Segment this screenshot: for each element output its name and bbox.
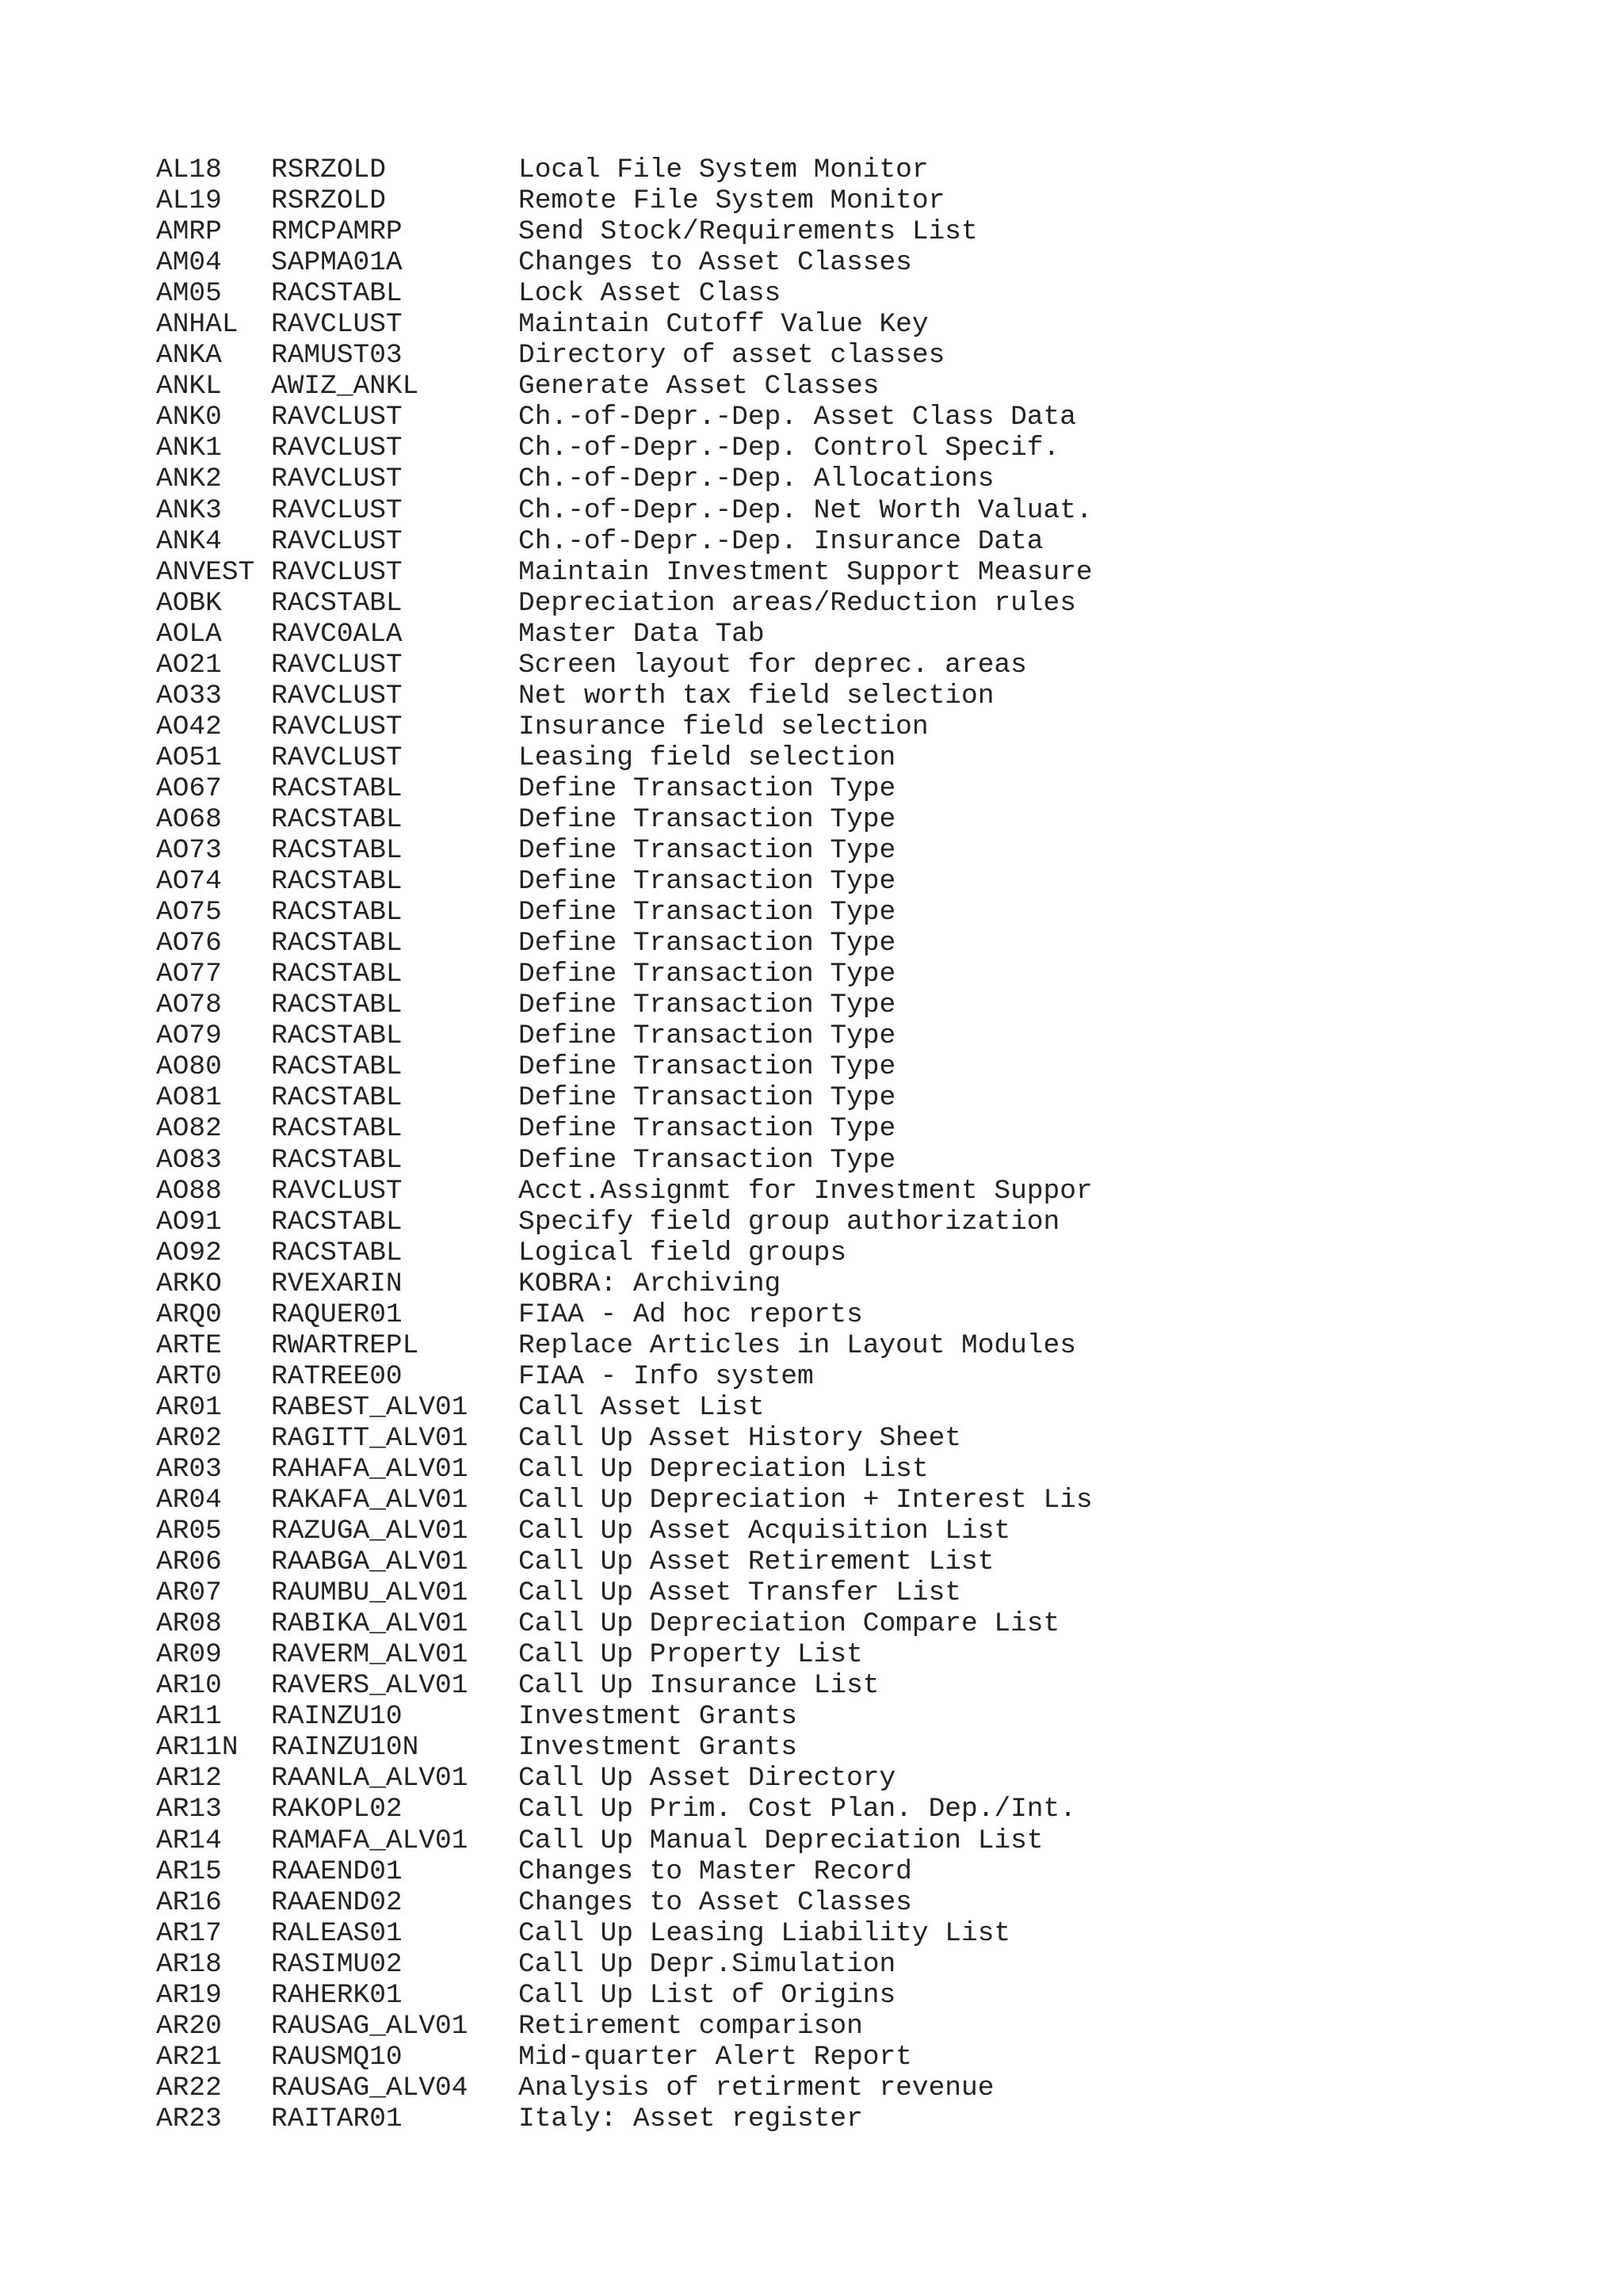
transaction-description: Acct.Assignmt for Investment Suppor: [518, 1175, 1093, 1207]
program-name: RAUSMQ10: [271, 2041, 403, 2073]
program-name: RAVCLUST: [271, 556, 403, 588]
transaction-code: AR13: [156, 1794, 222, 1825]
transaction-description: Logical field groups: [518, 1237, 847, 1268]
transaction-code: ARQ0: [156, 1299, 222, 1330]
transaction-code: ANHAL: [156, 309, 239, 341]
transaction-description: Depreciation areas/Reduction rules: [518, 587, 1076, 619]
transaction-description: Net worth tax field selection: [518, 680, 995, 711]
transaction-description: Call Up Prim. Cost Plan. Dep./Int.: [518, 1794, 1076, 1825]
program-name: RACSTABL: [271, 587, 403, 619]
transaction-code: ANK4: [156, 525, 222, 557]
transaction-description: Call Asset List: [518, 1391, 765, 1423]
transaction-description: Maintain Investment Support Measure: [518, 556, 1093, 588]
transaction-description: Call Up Depreciation List: [518, 1453, 929, 1485]
transaction-description: Mid-quarter Alert Report: [518, 2041, 912, 2073]
program-name: RALEAS01: [271, 1917, 403, 1949]
program-name: RAVCLUST: [271, 680, 403, 711]
transaction-code: AO88: [156, 1175, 222, 1207]
transaction-code: AM04: [156, 247, 222, 279]
program-name: RAKAFA_ALV01: [271, 1485, 468, 1516]
transaction-description: Investment Grants: [518, 1701, 797, 1733]
transaction-description: Local File System Monitor: [518, 154, 929, 185]
program-name: RAUSAG_ALV04: [271, 2072, 468, 2103]
transaction-code: AR16: [156, 1886, 222, 1918]
transaction-description: Changes to Asset Classes: [518, 1886, 912, 1918]
program-name: RACSTABL: [271, 928, 403, 959]
transaction-description: Define Transaction Type: [518, 866, 896, 898]
transaction-description: Changes to Master Record: [518, 1855, 912, 1887]
program-name: RAVERM_ALV01: [271, 1639, 468, 1671]
program-name: RAZUGA_ALV01: [271, 1516, 468, 1547]
transaction-code: AR03: [156, 1453, 222, 1485]
transaction-description: Italy: Asset register: [518, 2103, 863, 2134]
program-name: RACSTABL: [271, 835, 403, 867]
transaction-description: Analysis of retirment revenue: [518, 2072, 995, 2103]
transaction-description: Call Up Depr.Simulation: [518, 1948, 896, 1980]
transaction-code: AR15: [156, 1855, 222, 1887]
transaction-description: Define Transaction Type: [518, 1113, 896, 1145]
transaction-code: ARKO: [156, 1268, 222, 1299]
program-name: RAITAR01: [271, 2103, 403, 2134]
transaction-description: Ch.-of-Depr.-Dep. Allocations: [518, 463, 995, 495]
transaction-description: Ch.-of-Depr.-Dep. Net Worth Valuat.: [518, 494, 1093, 526]
transaction-description: Remote File System Monitor: [518, 185, 945, 217]
transaction-description: Insurance field selection: [518, 711, 929, 742]
transaction-code: AO81: [156, 1082, 222, 1114]
transaction-description: Call Up Asset Transfer List: [518, 1577, 961, 1609]
transaction-description: Directory of asset classes: [518, 340, 945, 372]
transaction-description: Define Transaction Type: [518, 990, 896, 1021]
transaction-description: Ch.-of-Depr.-Dep. Insurance Data: [518, 525, 1044, 557]
program-name: RAINZU10: [271, 1701, 403, 1733]
transaction-code: AO51: [156, 742, 222, 773]
transaction-description: Call Up Asset History Sheet: [518, 1422, 961, 1454]
program-name: RABEST_ALV01: [271, 1391, 468, 1423]
transaction-code: AO33: [156, 680, 222, 711]
transaction-code: AO83: [156, 1144, 222, 1176]
program-name: SAPMA01A: [271, 247, 403, 279]
transaction-description: Replace Articles in Layout Modules: [518, 1329, 1076, 1361]
program-name: RACSTABL: [271, 1113, 403, 1145]
program-name: RAVERS_ALV01: [271, 1670, 468, 1702]
program-name: RAVCLUST: [271, 433, 403, 464]
program-name: RACSTABL: [271, 866, 403, 898]
transaction-description: FIAA - Info system: [518, 1360, 814, 1392]
transaction-code: AL19: [156, 185, 222, 217]
transaction-description: FIAA - Ad hoc reports: [518, 1299, 863, 1330]
program-name: RACSTABL: [271, 1082, 403, 1114]
program-name: RACSTABL: [271, 897, 403, 929]
program-name: RAVCLUST: [271, 309, 403, 341]
program-name: RSRZOLD: [271, 154, 386, 185]
transaction-code: ANK0: [156, 402, 222, 433]
transaction-description: Call Up Asset Retirement List: [518, 1547, 995, 1578]
transaction-description: Generate Asset Classes: [518, 371, 880, 402]
transaction-code: ANK2: [156, 463, 222, 495]
transaction-code: ANKL: [156, 371, 222, 402]
transaction-code: AR21: [156, 2041, 222, 2073]
transaction-code: AR09: [156, 1639, 222, 1671]
transaction-code: AO80: [156, 1051, 222, 1083]
transaction-code: AL18: [156, 154, 222, 185]
transaction-code: AO92: [156, 1237, 222, 1268]
transaction-description: Call Up Property List: [518, 1639, 863, 1671]
program-name: RAMUST03: [271, 340, 403, 372]
transaction-description: Screen layout for deprec. areas: [518, 649, 1027, 681]
program-name: RAVCLUST: [271, 402, 403, 433]
transaction-code: AR17: [156, 1917, 222, 1949]
transaction-description: Ch.-of-Depr.-Dep. Asset Class Data: [518, 402, 1076, 433]
program-name: RACSTABL: [271, 1020, 403, 1052]
transaction-description: Define Transaction Type: [518, 835, 896, 867]
transaction-description: Changes to Asset Classes: [518, 247, 912, 279]
transaction-code: AR22: [156, 2072, 222, 2103]
transaction-description: Send Stock/Requirements List: [518, 216, 978, 248]
transaction-code: AO42: [156, 711, 222, 742]
program-name: RWARTREPL: [271, 1329, 419, 1361]
transaction-code: AOLA: [156, 618, 222, 650]
program-name: RAQUER01: [271, 1299, 403, 1330]
transaction-code: AR18: [156, 1948, 222, 1980]
program-name: RVEXARIN: [271, 1268, 403, 1299]
transaction-code: AO75: [156, 897, 222, 929]
transaction-description: KOBRA: Archiving: [518, 1268, 781, 1299]
transaction-code: AR08: [156, 1608, 222, 1640]
transaction-description: Retirement comparison: [518, 2010, 863, 2042]
program-name: RSRZOLD: [271, 185, 386, 217]
program-name: RAUSAG_ALV01: [271, 2010, 468, 2042]
program-name: RAABGA_ALV01: [271, 1547, 468, 1578]
program-name: RAAEND01: [271, 1855, 403, 1887]
program-name: RACSTABL: [271, 803, 403, 835]
transaction-description: Define Transaction Type: [518, 959, 896, 990]
transaction-description: Define Transaction Type: [518, 1020, 896, 1052]
transaction-description: Define Transaction Type: [518, 1051, 896, 1083]
transaction-code: AR23: [156, 2103, 222, 2134]
program-name: RAAEND02: [271, 1886, 403, 1918]
program-name: RASIMU02: [271, 1948, 403, 1980]
program-name: RAVCLUST: [271, 649, 403, 681]
transaction-description: Call Up Leasing Liability List: [518, 1917, 1011, 1949]
transaction-code: ANK1: [156, 433, 222, 464]
transaction-code: AO82: [156, 1113, 222, 1145]
program-name: RACSTABL: [271, 1144, 403, 1176]
transaction-code: AR11N: [156, 1732, 239, 1764]
transaction-description: Investment Grants: [518, 1732, 797, 1764]
transaction-code: AR11: [156, 1701, 222, 1733]
program-name: RAVCLUST: [271, 711, 403, 742]
transaction-description: Define Transaction Type: [518, 897, 896, 929]
program-name: AWIZ_ANKL: [271, 371, 419, 402]
transaction-code: AO68: [156, 803, 222, 835]
program-name: RAVCLUST: [271, 742, 403, 773]
transaction-description: Call Up Asset Directory: [518, 1763, 896, 1794]
transaction-description: Define Transaction Type: [518, 803, 896, 835]
transaction-code: AO91: [156, 1206, 222, 1238]
transaction-code: ANVEST: [156, 556, 255, 588]
transaction-code: AO67: [156, 772, 222, 804]
transaction-code: AO77: [156, 959, 222, 990]
transaction-code: AOBK: [156, 587, 222, 619]
program-name: RACSTABL: [271, 990, 403, 1021]
transaction-code: ARTE: [156, 1329, 222, 1361]
transaction-description: Call Up Asset Acquisition List: [518, 1516, 1011, 1547]
program-name: RACSTABL: [271, 1237, 403, 1268]
transaction-description: Leasing field selection: [518, 742, 896, 773]
transaction-description: Define Transaction Type: [518, 928, 896, 959]
transaction-code: AO79: [156, 1020, 222, 1052]
program-name: RACSTABL: [271, 772, 403, 804]
transaction-code: AO74: [156, 866, 222, 898]
transaction-description: Call Up Manual Depreciation List: [518, 1825, 1044, 1856]
transaction-code: AR14: [156, 1825, 222, 1856]
program-name: RAVCLUST: [271, 1175, 403, 1207]
transaction-description: Call Up Depreciation + Interest Lis: [518, 1485, 1093, 1516]
transaction-code: ANKA: [156, 340, 222, 372]
transaction-code: AO21: [156, 649, 222, 681]
transaction-code: ART0: [156, 1360, 222, 1392]
transaction-description: Maintain Cutoff Value Key: [518, 309, 929, 341]
program-name: RACSTABL: [271, 959, 403, 990]
transaction-description: Define Transaction Type: [518, 1144, 896, 1176]
transaction-code: AR04: [156, 1485, 222, 1516]
transaction-code: AR06: [156, 1547, 222, 1578]
transaction-code: AM05: [156, 278, 222, 310]
program-name: RACSTABL: [271, 1051, 403, 1083]
transaction-code: AO73: [156, 835, 222, 867]
program-name: RAINZU10N: [271, 1732, 419, 1764]
transaction-code: AR20: [156, 2010, 222, 2042]
transaction-description: Call Up Depreciation Compare List: [518, 1608, 1060, 1640]
program-name: RACSTABL: [271, 1206, 403, 1238]
transaction-description: Call Up Insurance List: [518, 1670, 880, 1702]
program-name: RAHAFA_ALV01: [271, 1453, 468, 1485]
transaction-code: AR07: [156, 1577, 222, 1609]
program-name: RAGITT_ALV01: [271, 1422, 468, 1454]
program-name: RAUMBU_ALV01: [271, 1577, 468, 1609]
program-name: RMCPAMRP: [271, 216, 403, 248]
program-name: RAHERK01: [271, 1979, 403, 2011]
program-name: RABIKA_ALV01: [271, 1608, 468, 1640]
program-name: RAVCLUST: [271, 494, 403, 526]
program-name: RACSTABL: [271, 278, 403, 310]
transaction-description: Call Up List of Origins: [518, 1979, 896, 2011]
transaction-code: AR19: [156, 1979, 222, 2011]
transaction-code: AR05: [156, 1516, 222, 1547]
program-name: RATREE00: [271, 1360, 403, 1392]
transaction-code: AR01: [156, 1391, 222, 1423]
transaction-description: Define Transaction Type: [518, 772, 896, 804]
transaction-code: AO76: [156, 928, 222, 959]
transaction-description: Master Data Tab: [518, 618, 765, 650]
transaction-code: AR12: [156, 1763, 222, 1794]
transaction-code: AO78: [156, 990, 222, 1021]
program-name: RAVC0ALA: [271, 618, 403, 650]
transaction-description: Ch.-of-Depr.-Dep. Control Specif.: [518, 433, 1060, 464]
program-name: RAMAFA_ALV01: [271, 1825, 468, 1856]
transaction-description: Define Transaction Type: [518, 1082, 896, 1114]
transaction-description: Specify field group authorization: [518, 1206, 1060, 1238]
transaction-code: ANK3: [156, 494, 222, 526]
program-name: RAKOPL02: [271, 1794, 403, 1825]
program-name: RAVCLUST: [271, 525, 403, 557]
transaction-code: AMRP: [156, 216, 222, 248]
program-name: RAANLA_ALV01: [271, 1763, 468, 1794]
transaction-description: Lock Asset Class: [518, 278, 781, 310]
transaction-code: AR02: [156, 1422, 222, 1454]
transaction-code: AR10: [156, 1670, 222, 1702]
program-name: RAVCLUST: [271, 463, 403, 495]
